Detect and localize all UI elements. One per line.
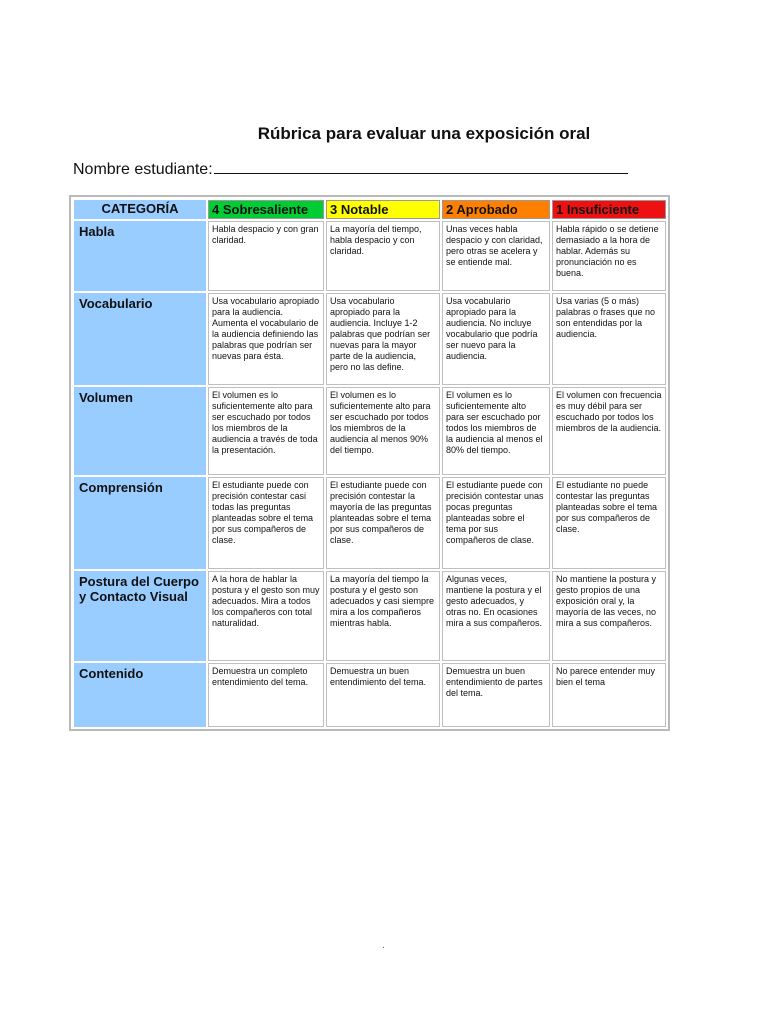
row-category-postura: Postura del Cuerpo y Contacto Visual xyxy=(74,571,206,661)
cell-habla-2: Unas veces habla despacio y con claridad, pero otras se acelera y se entiende mal. xyxy=(442,221,550,291)
cell-vocabulario-1: Usa varias (5 o más) palabras o frases que no son entendidas por la audiencia. xyxy=(552,293,666,385)
row-category-volumen: Volumen xyxy=(74,387,206,475)
level-header-3: 3 Notable xyxy=(326,200,440,219)
cell-habla-3: La mayoría del tiempo, habla despacio y con claridad. xyxy=(326,221,440,291)
cell-volumen-3: El volumen es lo suficientemente alto para ser escuchado por todos los miembros de la audiencia al menos 90% del tiempo. xyxy=(326,387,440,475)
cell-comprension-2: El estudiante puede con precisión contestar unas pocas preguntas planteadas sobre el tema por sus compañeros de clase. xyxy=(442,477,550,569)
student-name-label: Nombre estudiante: xyxy=(73,161,213,178)
cell-vocabulario-3: Usa vocabulario apropiado para la audiencia. Incluye 1-2 palabras que podrían ser nuevas para la mayor parte de la audiencia, pero no las define. xyxy=(326,293,440,385)
footer-mark: . xyxy=(382,940,385,951)
row-category-habla: Habla xyxy=(74,221,206,291)
cell-volumen-4: El volumen es lo suficientemente alto para ser escuchado por todos los miembros de la audiencia a través de toda la presentación. xyxy=(208,387,324,475)
student-name-line xyxy=(73,159,628,179)
row-category-vocabulario: Vocabulario xyxy=(74,293,206,385)
cell-postura-4: A la hora de hablar la postura y el gesto son muy adecuados. Mira a todos los compañeros con total naturalidad. xyxy=(208,571,324,661)
row-category-contenido: Contenido xyxy=(74,663,206,727)
cell-postura-3: La mayoría del tiempo la postura y el gesto son adecuados y casi siempre mira a los compañeros mientras habla. xyxy=(326,571,440,661)
cell-contenido-3: Demuestra un buen entendimiento del tema. xyxy=(326,663,440,727)
cell-habla-4: Habla despacio y con gran claridad. xyxy=(208,221,324,291)
level-header-2: 2 Aprobado xyxy=(442,200,550,219)
student-name-blank xyxy=(214,159,628,174)
cell-volumen-1: El volumen con frecuencia es muy débil para ser escuchado por todos los miembros de la audiencia. xyxy=(552,387,666,475)
cell-postura-1: No mantiene la postura y gesto propios de una exposición oral y, la mayoría de las veces, no mira a sus compañeros. xyxy=(552,571,666,661)
cell-postura-2: Algunas veces, mantiene la postura y el gesto adecuados, y otras no. En ocasiones mira a sus compañeros. xyxy=(442,571,550,661)
cell-comprension-4: El estudiante puede con precisión contestar casi todas las preguntas planteadas sobre el tema por sus compañeros de clase. xyxy=(208,477,324,569)
cell-habla-1: Habla rápido o se detiene demasiado a la hora de hablar. Además su pronunciación no es buena. xyxy=(552,221,666,291)
cell-comprension-1: El estudiante no puede contestar las preguntas planteadas sobre el tema por sus compañeros de clase. xyxy=(552,477,666,569)
cell-comprension-3: El estudiante puede con precisión contestar la mayoría de las preguntas planteadas sobre el tema por sus compañeros de clase. xyxy=(326,477,440,569)
page-title: Rúbrica para evaluar una exposición oral xyxy=(257,124,591,143)
cell-vocabulario-2: Usa vocabulario apropiado para la audiencia. No incluye vocabulario que podría ser nuevo para la audiencia. xyxy=(442,293,550,385)
cell-contenido-2: Demuestra un buen entendimiento de partes del tema. xyxy=(442,663,550,727)
category-header: CATEGORÍA xyxy=(74,200,206,219)
cell-vocabulario-4: Usa vocabulario apropiado para la audiencia. Aumenta el vocabulario de la audiencia definiendo las palabras que podrían ser nuevas para ésta. xyxy=(208,293,324,385)
cell-contenido-1: No parece entender muy bien el tema xyxy=(552,663,666,727)
level-header-1: 1 Insuficiente xyxy=(552,200,666,219)
row-category-comprension: Comprensión xyxy=(74,477,206,569)
level-header-4: 4 Sobresaliente xyxy=(208,200,324,219)
rubric-table xyxy=(69,195,670,731)
cell-contenido-4: Demuestra un completo entendimiento del tema. xyxy=(208,663,324,727)
cell-volumen-2: El volumen es lo suficientemente alto para ser escuchado por todos los miembros de la audiencia al menos el 80% del tiempo. xyxy=(442,387,550,475)
